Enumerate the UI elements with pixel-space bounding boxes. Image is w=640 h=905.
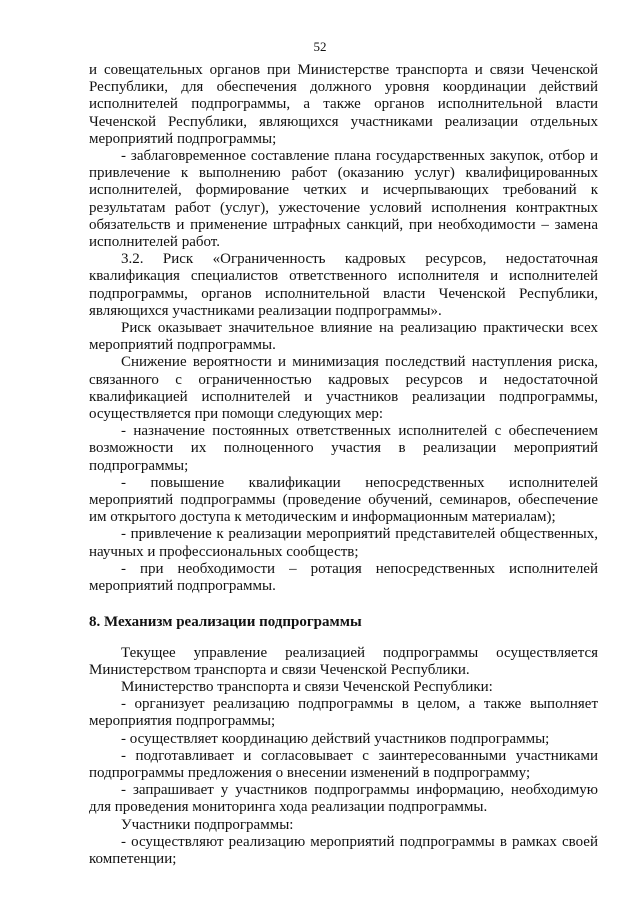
paragraphs-after-heading	[89, 645, 598, 869]
paragraph: Текущее управление реализацией подпрограммы осуществляется Министерством транспорта и связи Чеченской Республики.	[89, 644, 598, 678]
paragraph: - запрашивает у участников подпрограммы информацию, необходимую для проведения мониторинга хода реализации подпрограммы.	[89, 782, 598, 816]
paragraph: 3.2. Риск «Ограниченность кадровых ресурсов, недостаточная квалификация специалистов ответственного исполнителя и исполнителей подпрограммы, органов исполнительной власти Чеченской Республики, являющихся участниками реализации подпрограммы».	[89, 251, 598, 319]
paragraph: и совещательных органов при Министерстве транспорта и связи Чеченской Республики, для обеспечения должного уровня координации действий исполнителей подпрограммы, а также органов исполнительной власти Чеченской Республики, являющихся участниками реализации отдельных мероприятий подпрограммы;	[89, 62, 598, 147]
paragraph: Участники подпрограммы:	[121, 816, 294, 833]
paragraph: - заблаговременное составление плана государственных закупок, отбор и привлечение к выполнению работ (оказанию услуг) квалифицированных исполнителей, формирование четких и исчерпывающих требований к результатам работ (услуг), ужесточение условий исполнения контрактных обязательств и применение штрафных санкций, при необходимости – замена исполнителей работ.	[89, 148, 598, 251]
paragraph: - организует реализацию подпрограммы в целом, а также выполняет мероприятия подпрограммы;	[89, 696, 598, 730]
page-content	[89, 62, 598, 868]
paragraph: - повышение квалификации непосредственных исполнителей мероприятий подпрограммы (проведение обучений, семинаров, обеспечение им открытого доступа к методическим и информационным материалам);	[89, 474, 598, 526]
paragraph: - осуществляет координацию действий участников подпрограммы;	[121, 730, 550, 747]
paragraph: Министерство транспорта и связи Чеченской Республики:	[121, 678, 493, 695]
paragraph: - подготавливает и согласовывает с заинтересованными участниками подпрограммы предложения о внесении изменений в подпрограмму;	[89, 747, 598, 781]
page-number: 52	[313, 39, 327, 54]
paragraph: - привлечение к реализации мероприятий представителей общественных, научных и профессиональных сообществ;	[89, 526, 598, 560]
paragraph: Риск оказывает значительное влияние на реализацию практически всех мероприятий подпрограммы.	[89, 320, 598, 354]
paragraph: Снижение вероятности и минимизация последствий наступления риска, связанного с ограниченностью кадровых ресурсов и недостаточной квалификацией исполнителей и участников реализации подпрограммы, осуществляется при помощи следующих мер:	[89, 354, 598, 423]
paragraphs-before-heading	[89, 62, 598, 595]
paragraph: - осуществляют реализацию мероприятий подпрограммы в рамках своей компетенции;	[89, 833, 598, 867]
paragraph: - назначение постоянных ответственных исполнителей с обеспечением возможности их полноценного участия в реализации мероприятий подпрограммы;	[89, 423, 598, 474]
section-heading: 8. Механизм реализации подпрограммы	[89, 614, 362, 631]
paragraph: - при необходимости – ротация непосредственных исполнителей мероприятий подпрограммы.	[89, 560, 598, 595]
